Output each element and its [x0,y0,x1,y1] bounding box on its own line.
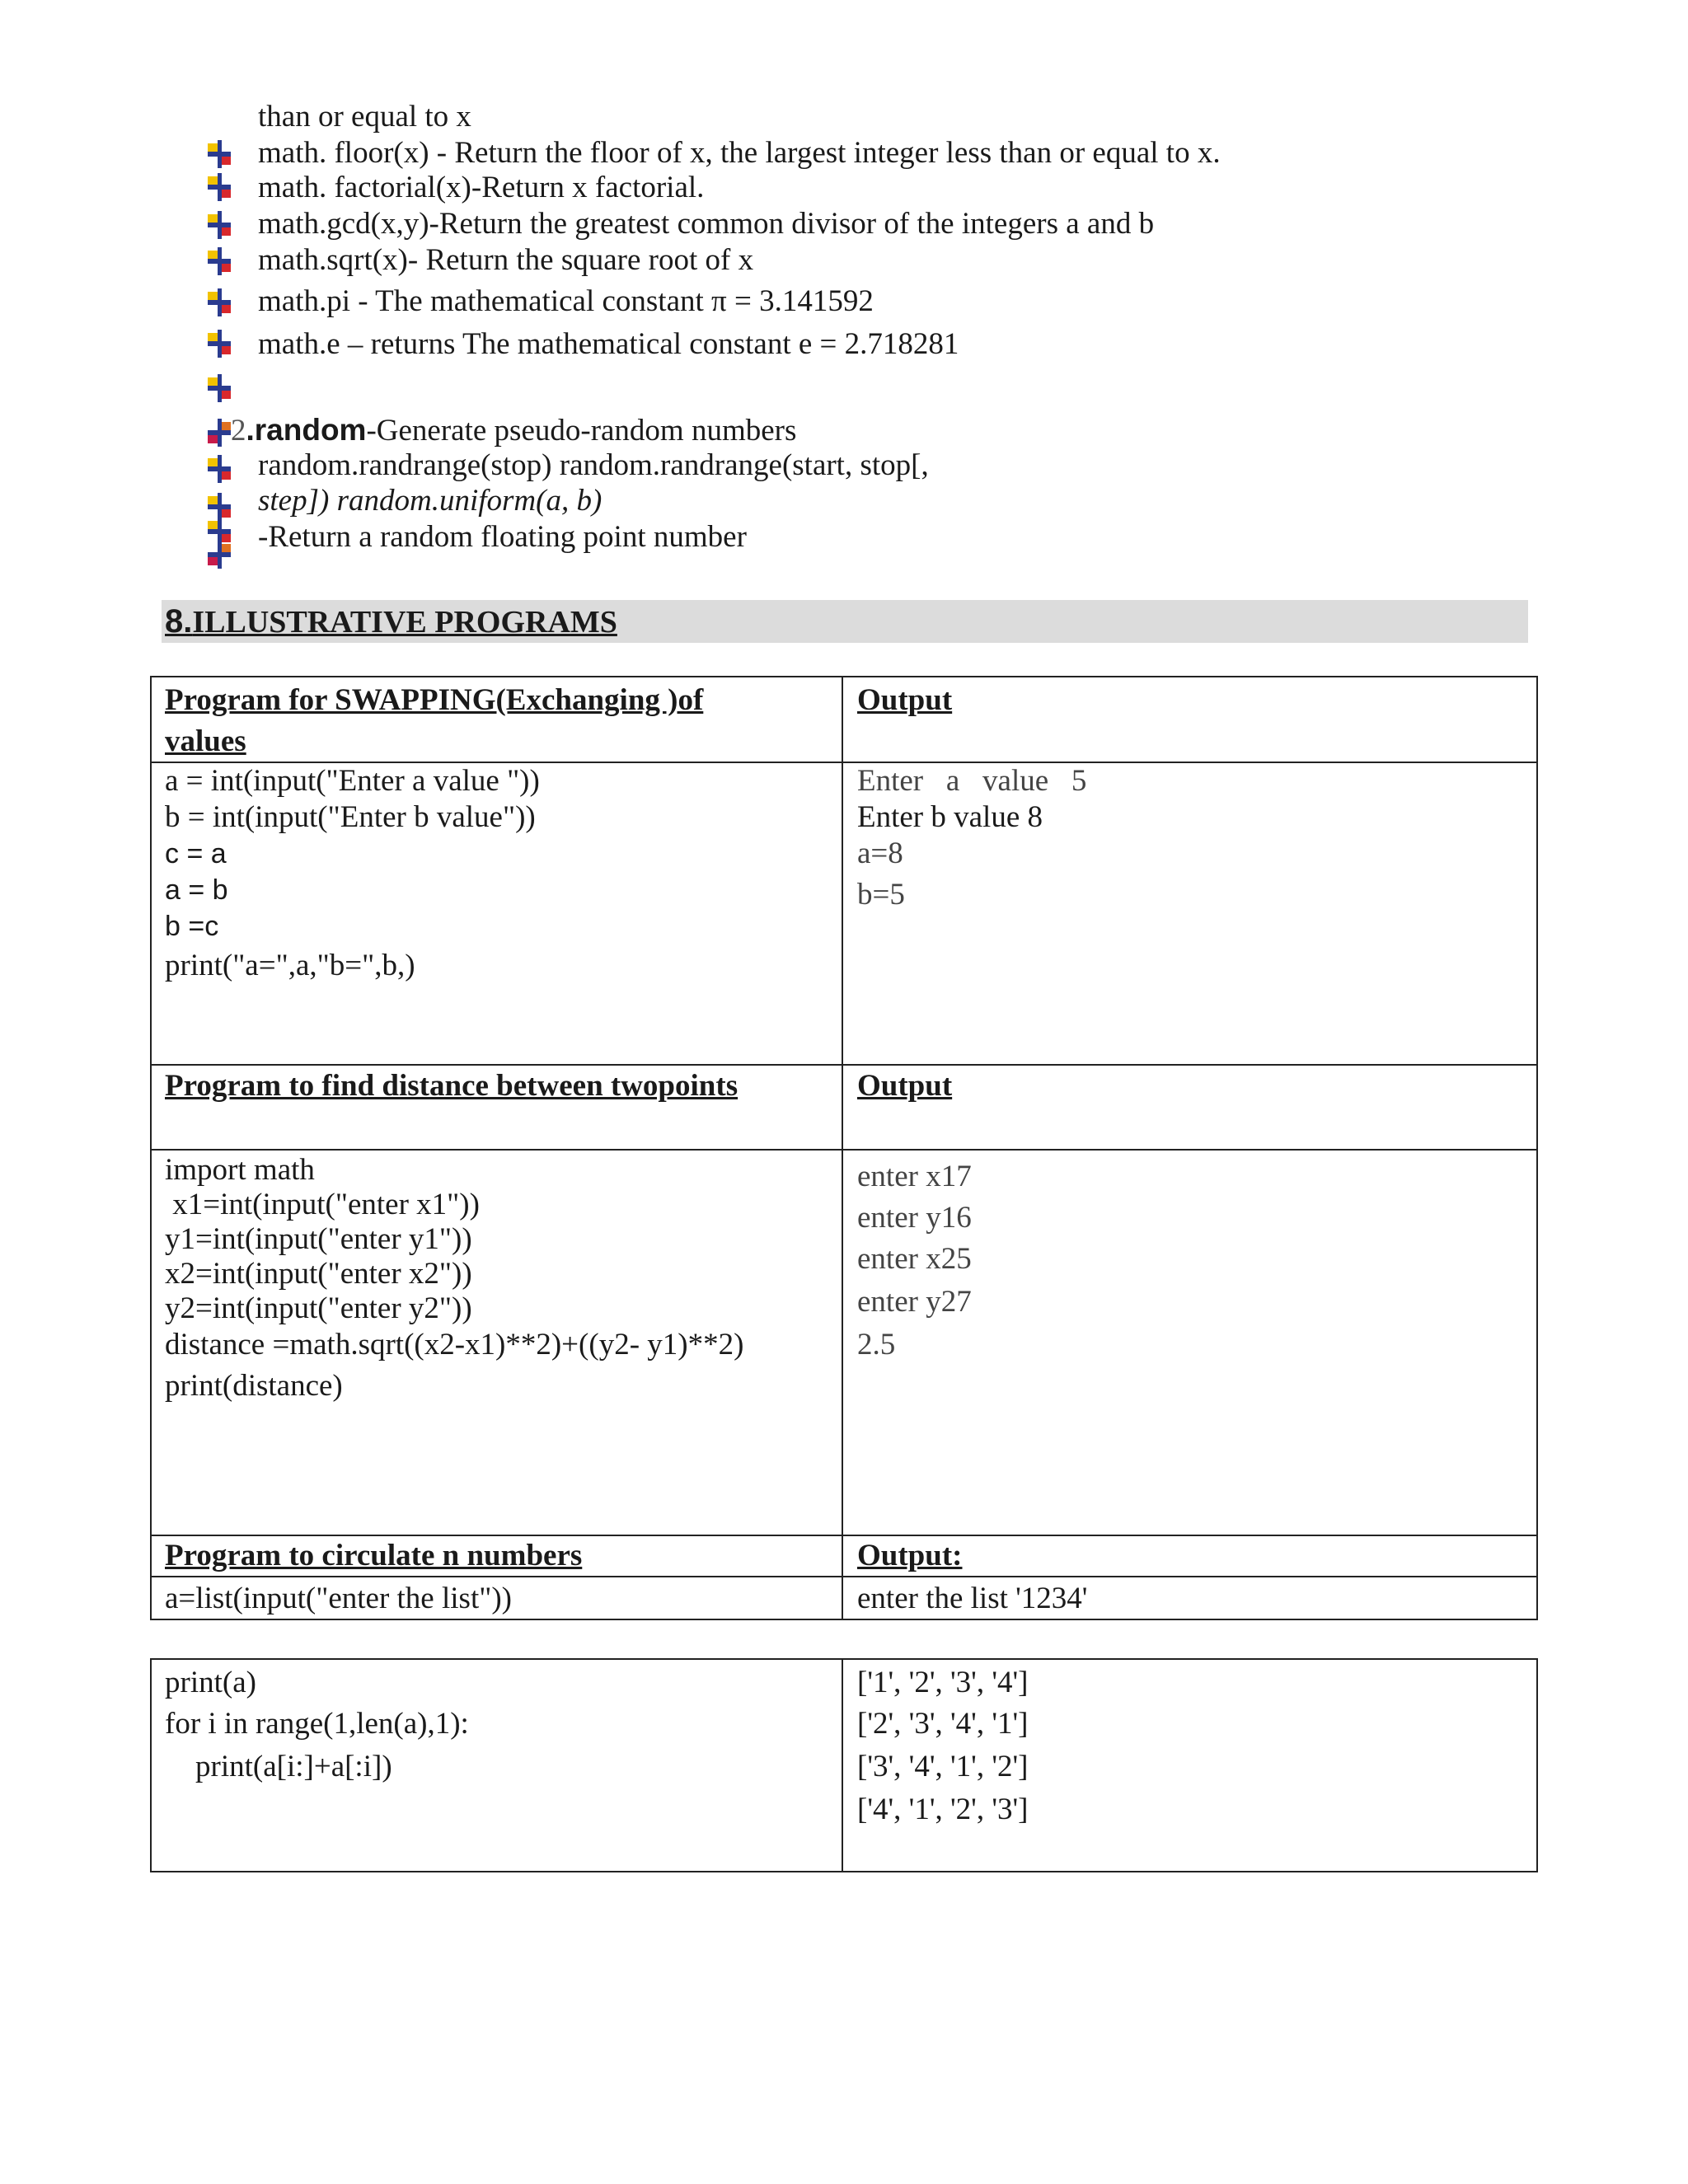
distance-code-line: print(distance) [165,1369,343,1403]
table-divider [842,676,843,1066]
swap-code-line: b = int(input("Enter b value")) [165,800,536,834]
swap-output-line: a=8 [857,837,903,870]
section-heading-number: 8. [165,603,193,640]
math-e-item: math.e – returns The mathematical constant e = 2.718281 [258,327,959,361]
random-number: 2 [231,414,246,448]
circulate-code-line: for i in range(1,len(a),1): [165,1707,469,1741]
swap-output-line: Enter a value 5 [857,764,1087,798]
bullet-icon [208,247,231,275]
table-divider [150,1149,1538,1151]
circulate-output-line: ['3', '4', '1', '2'] [857,1750,1029,1783]
distance-output-line: enter x17 [857,1160,972,1193]
swap-output-line: Enter b value 8 [857,800,1043,834]
section-heading [165,600,617,644]
distance-output-line: enter x25 [857,1242,972,1276]
section-heading-title: ILLUSTRATIVE PROGRAMS [192,605,617,640]
bullet-icon [208,330,231,358]
random-module-name: .random [246,413,367,447]
circulate-output-line: ['2', '3', '4', '1'] [857,1707,1029,1741]
swap-title-line2: values [165,724,246,758]
swap-output-line: b=5 [857,878,905,912]
circulate-code-line: print(a) [165,1666,256,1699]
math-gcd-item: math.gcd(x,y)-Return the greatest common divisor of the integers a and b [258,207,1155,241]
bullet-icon [208,455,231,483]
swap-title-line1: Program for SWAPPING(Exchanging )of [165,683,704,717]
table-divider [842,1535,843,1620]
math-pi-item: math.pi - The mathematical constant π = 3.141592 [258,284,874,318]
math-floor-item: math. floor(x) - Return the floor of x, the largest integer less than or equal to x. [258,136,1221,170]
random-uniform-return-line: -Return a random floating point number [258,520,747,554]
distance-code-line: y2=int(input("enter y2")) [165,1291,472,1325]
random-heading-line [231,412,796,449]
table-divider [1536,1535,1538,1620]
swap-code-line: a = int(input("Enter a value ")) [165,764,540,798]
bullet-icon [208,211,231,239]
swap-code-line: b =c [165,911,219,942]
distance-code-line: x2=int(input("enter x2")) [165,1257,472,1291]
random-randrange-line: random.randrange(stop) random.randrange(start, stop[, [258,448,929,482]
swap-code-line: c = a [165,838,227,869]
math-list-continuation: than or equal to x [258,100,471,134]
random-uniform-line: step]) random.uniform(a, b) [258,484,603,518]
distance-output-line: enter y27 [857,1285,972,1319]
table-divider [150,1619,1538,1620]
swap-output-header: Output [857,683,953,717]
bullet-icon [208,493,231,521]
bullet-icon [208,374,231,402]
bullet-icon [208,288,231,316]
math-sqrt-item: math.sqrt(x)- Return the square root of x [258,243,754,277]
bullet-icon [208,541,231,569]
circulate-code-first-line: a=list(input("enter the list")) [165,1582,512,1615]
bullet-icon [208,173,231,201]
table-divider [842,1658,843,1872]
circulate-output-first-line: enter the list '1234' [857,1582,1088,1615]
circulate-program-title: Program to circulate n numbers [165,1539,583,1572]
swap-code-line: a = b [165,874,228,906]
circulate-output-line: ['1', '2', '3', '4'] [857,1666,1029,1699]
bullet-icon [208,140,231,168]
table-divider [842,1064,843,1536]
distance-code-line: distance =math.sqrt((x2-x1)**2)+((y2- y1)**2) [165,1328,744,1361]
circulate-output-header: Output: [857,1539,963,1572]
distance-code-line: x1=int(input("enter x1")) [165,1188,480,1221]
distance-code-line: y1=int(input("enter y1")) [165,1222,472,1256]
random-description: -Generate pseudo-random numbers [366,414,797,448]
distance-output-header: Output [857,1069,953,1103]
distance-output-line: 2.5 [857,1328,896,1361]
swap-program-title [165,682,703,760]
swap-code-line: print("a=",a,"b=",b,) [165,949,415,982]
table-divider [150,1576,1538,1577]
distance-code-line: import math [165,1153,315,1187]
circulate-code-line: print(a[i:]+a[:i]) [165,1750,392,1783]
distance-program-title: Program to find distance between twopoints [165,1069,738,1103]
math-factorial-item: math. factorial(x)-Return x factorial. [258,171,705,204]
distance-output-line: enter y16 [857,1201,972,1235]
bullet-icon [208,419,231,447]
table-divider [150,1535,152,1620]
circulate-output-line: ['4', '1', '2', '3'] [857,1793,1029,1826]
